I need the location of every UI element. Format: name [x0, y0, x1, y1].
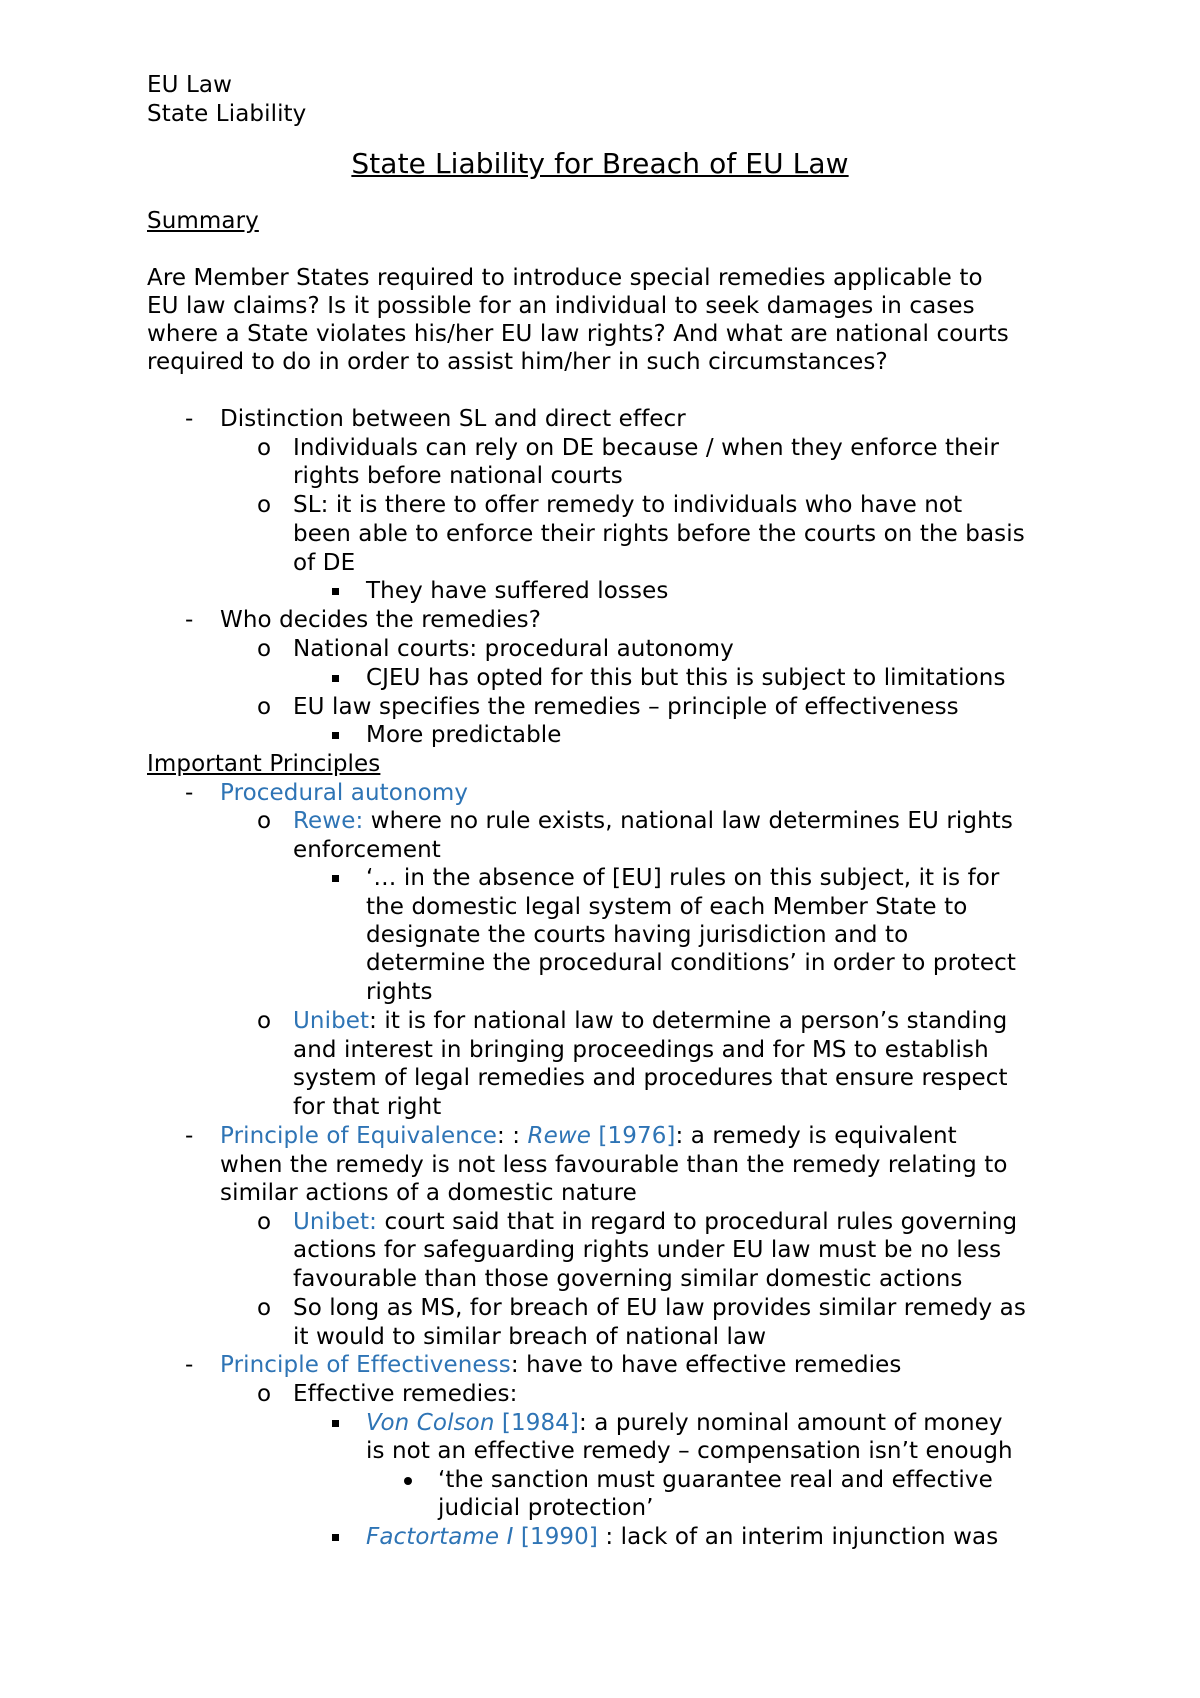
case-text: where no rule exists, national law determines EU rights [363, 808, 1013, 834]
equivalence-label: Principle of Equivalence [220, 1123, 497, 1149]
page-title: State Liability for Breach of EU Law [351, 147, 849, 180]
square-bullet [332, 732, 339, 739]
dash-bullet: - [185, 1352, 194, 1378]
outline-item: similar actions of a domestic nature [220, 1180, 637, 1206]
outline-item: National courts: procedural autonomy [293, 636, 734, 662]
case-year: [1976] [591, 1123, 676, 1149]
outline-item: So long as MS, for breach of EU law provides similar remedy as [293, 1295, 1026, 1321]
quote-line: designate the courts having jurisdiction and to [366, 922, 909, 948]
case-text: court said that in regard to procedural rules governing [377, 1209, 1018, 1235]
dash-bullet: - [185, 780, 194, 806]
outline-item: They have suffered losses [366, 578, 669, 604]
outline-item [366, 1523, 998, 1551]
case-text: : have to have effective remedies [510, 1352, 902, 1378]
outline-item: Distinction between SL and direct effecr [220, 406, 686, 432]
quote-line: ‘the sanction must guarantee real and effective [438, 1467, 993, 1493]
quote-line: judicial protection’ [438, 1495, 654, 1521]
case-name: Von Colson [366, 1410, 495, 1436]
circle-bullet: o [257, 1381, 272, 1407]
summary-line: required to do in order to assist him/her in such circumstances? [147, 349, 888, 375]
circle-bullet: o [257, 1209, 272, 1235]
separator: : : [496, 1123, 528, 1149]
outline-item: been able to enforce their rights before the courts on the basis [293, 521, 1025, 547]
outline-item [293, 1007, 1007, 1035]
quote-line: ‘… in the absence of [EU] rules on this subject, it is for [366, 865, 1000, 891]
outline-item: Effective remedies: [293, 1381, 518, 1407]
circle-bullet: o [257, 435, 272, 461]
summary-line: EU law claims? Is it possible for an individual to seek damages in cases [147, 293, 975, 319]
outline-item: More predictable [366, 722, 562, 748]
dash-bullet: - [185, 1123, 194, 1149]
outline-item: CJEU has opted for this but this is subject to limitations [366, 665, 1006, 691]
quote-line: the domestic legal system of each Member State to [366, 894, 968, 920]
outline-item: rights before national courts [293, 463, 623, 489]
outline-item [220, 1351, 902, 1379]
summary-line: where a State violates his/her EU law rights? And what are national courts [147, 321, 1009, 347]
outline-item: favourable than those governing similar domestic actions [293, 1266, 963, 1292]
outline-item: EU law specifies the remedies – principle of effectiveness [293, 694, 959, 720]
outline-item: and interest in bringing proceedings and for MS to establish [293, 1037, 989, 1063]
case-name: Unibet: [293, 1209, 378, 1235]
case-name: Unibet [293, 1008, 370, 1034]
outline-item: enforcement [293, 837, 441, 863]
square-bullet [332, 875, 339, 882]
case-name: Rewe [527, 1123, 592, 1149]
outline-item [220, 1122, 957, 1150]
circle-bullet: o [257, 1295, 272, 1321]
case-text: : a remedy is equivalent [675, 1123, 957, 1149]
outline-item [293, 1208, 1017, 1236]
case-name: Factortame I [366, 1524, 514, 1550]
outline-item [366, 1409, 1003, 1437]
square-bullet [332, 588, 339, 595]
quote-line: rights [366, 979, 433, 1005]
square-bullet [332, 1420, 339, 1427]
course-label: EU Law [147, 72, 232, 98]
outline-item: Individuals can rely on DE because / when they enforce their [293, 435, 1000, 461]
effectiveness-label: Principle of Effectiveness [220, 1352, 511, 1378]
principles-heading: Important Principles [147, 751, 381, 777]
procedural-autonomy-label: Procedural autonomy [220, 780, 469, 806]
dash-bullet: - [185, 406, 194, 432]
square-bullet [332, 1534, 339, 1541]
case-text: : a purely nominal amount of money [579, 1410, 1003, 1436]
case-year: [1984] [494, 1410, 579, 1436]
outline-item: when the remedy is not less favourable than the remedy relating to [220, 1152, 1008, 1178]
circle-bullet: o [257, 808, 272, 834]
round-bullet [404, 1477, 412, 1485]
case-text: : lack of an interim injunction was [597, 1524, 999, 1550]
circle-bullet: o [257, 492, 272, 518]
outline-item: actions for safeguarding rights under EU law must be no less [293, 1237, 1002, 1263]
outline-item: is not an effective remedy – compensation isn’t enough [366, 1438, 1013, 1464]
circle-bullet: o [257, 694, 272, 720]
outline-item: of DE [293, 550, 356, 576]
outline-item: system of legal remedies and procedures that ensure respect [293, 1065, 1008, 1091]
summary-heading: Summary [147, 208, 259, 234]
circle-bullet: o [257, 1008, 272, 1034]
outline-item [293, 807, 1013, 835]
quote-line: determine the procedural conditions’ in order to protect [366, 950, 1017, 976]
case-name: Rewe: [293, 808, 364, 834]
case-year: [1990] [513, 1524, 598, 1550]
circle-bullet: o [257, 636, 272, 662]
topic-label: State Liability [147, 101, 307, 127]
outline-item: Who decides the remedies? [220, 607, 542, 633]
dash-bullet: - [185, 607, 194, 633]
outline-item: it would to similar breach of national law [293, 1324, 767, 1350]
outline-item: SL: it is there to offer remedy to individuals who have not [293, 492, 963, 518]
outline-item: for that right [293, 1094, 442, 1120]
case-text: : it is for national law to determine a person’s standing [369, 1008, 1008, 1034]
summary-line: Are Member States required to introduce special remedies applicable to [147, 265, 983, 291]
square-bullet [332, 675, 339, 682]
